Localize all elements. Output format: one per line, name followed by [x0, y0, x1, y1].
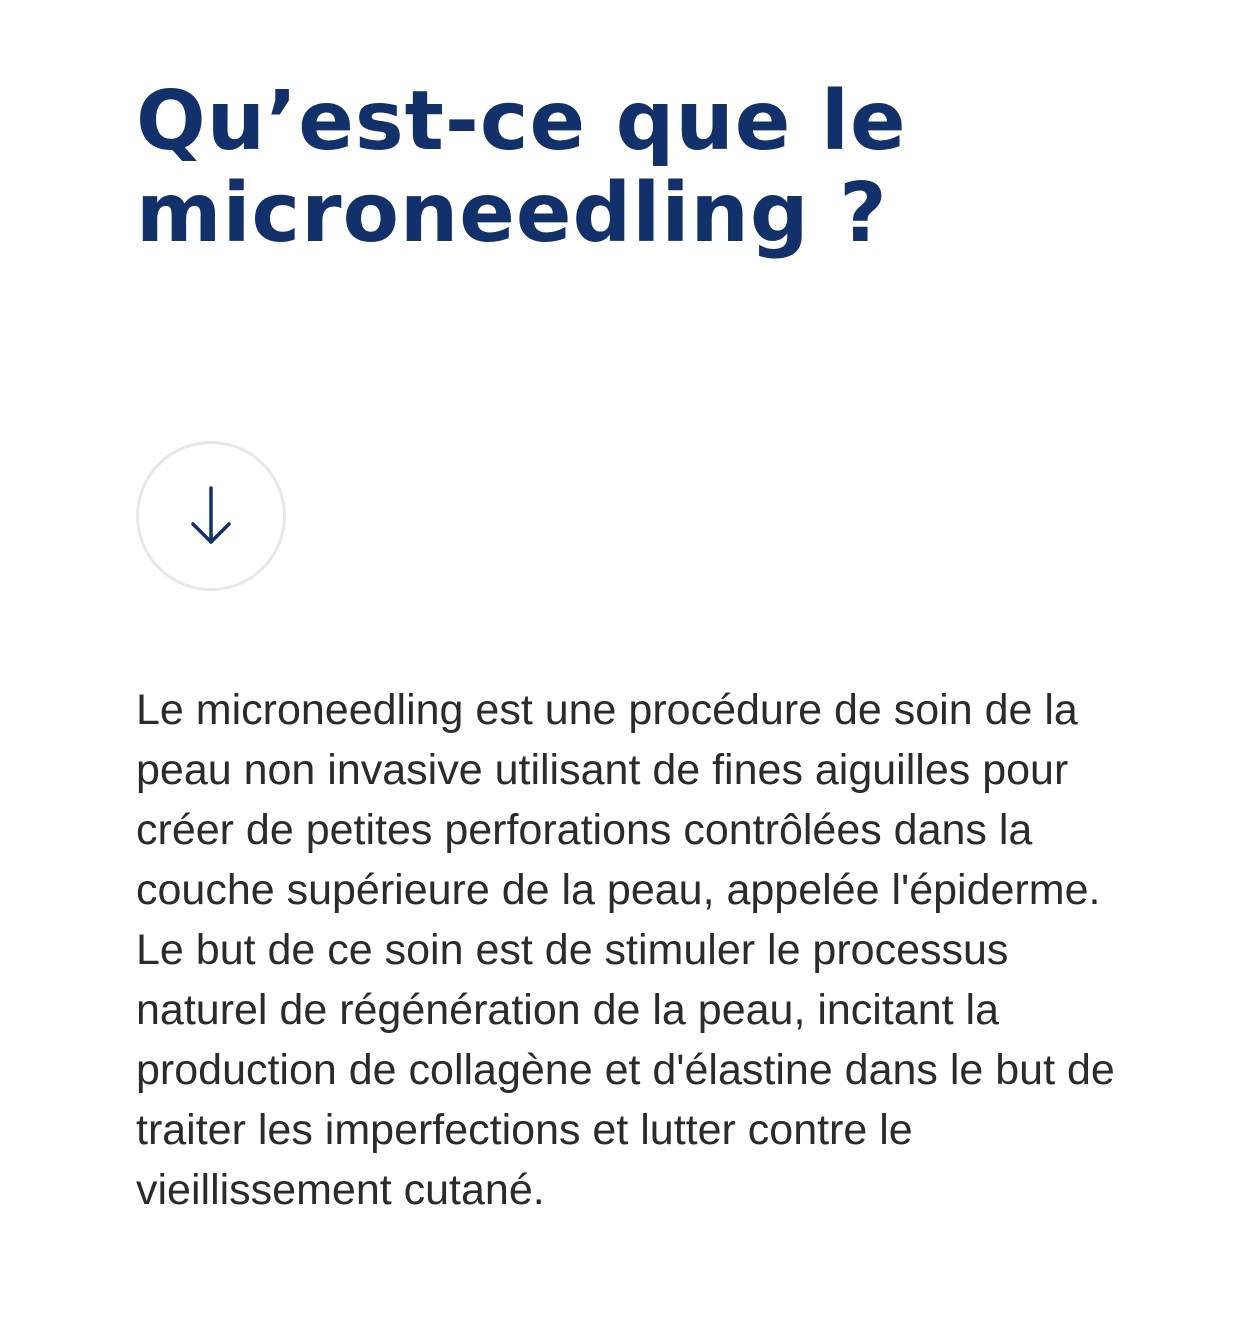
- description: [136, 680, 1136, 1220]
- page-title-line-1: Qu’est-ce que le: [136, 74, 907, 169]
- description-paragraph-1: Le microneedling est une procédure de soin de la peau non invasive utilisant de fines aiguilles pour créer de petites perforations contrôlées dans la couche supérieure de la peau, appelée l'épiderme.: [136, 686, 1101, 914]
- arrow-down-icon: [187, 484, 235, 548]
- page-title: [136, 76, 1136, 260]
- page-title-line-2: microneedling ?: [136, 166, 888, 261]
- description-paragraph-2: Le but de ce soin est de stimuler le processus naturel de régénération de la peau, incitant la production de collagène et d'élastine dans le but de traiter les imperfections et lutter contre le vieillissement cutané.: [136, 926, 1115, 1214]
- scroll-down-button[interactable]: [136, 441, 286, 591]
